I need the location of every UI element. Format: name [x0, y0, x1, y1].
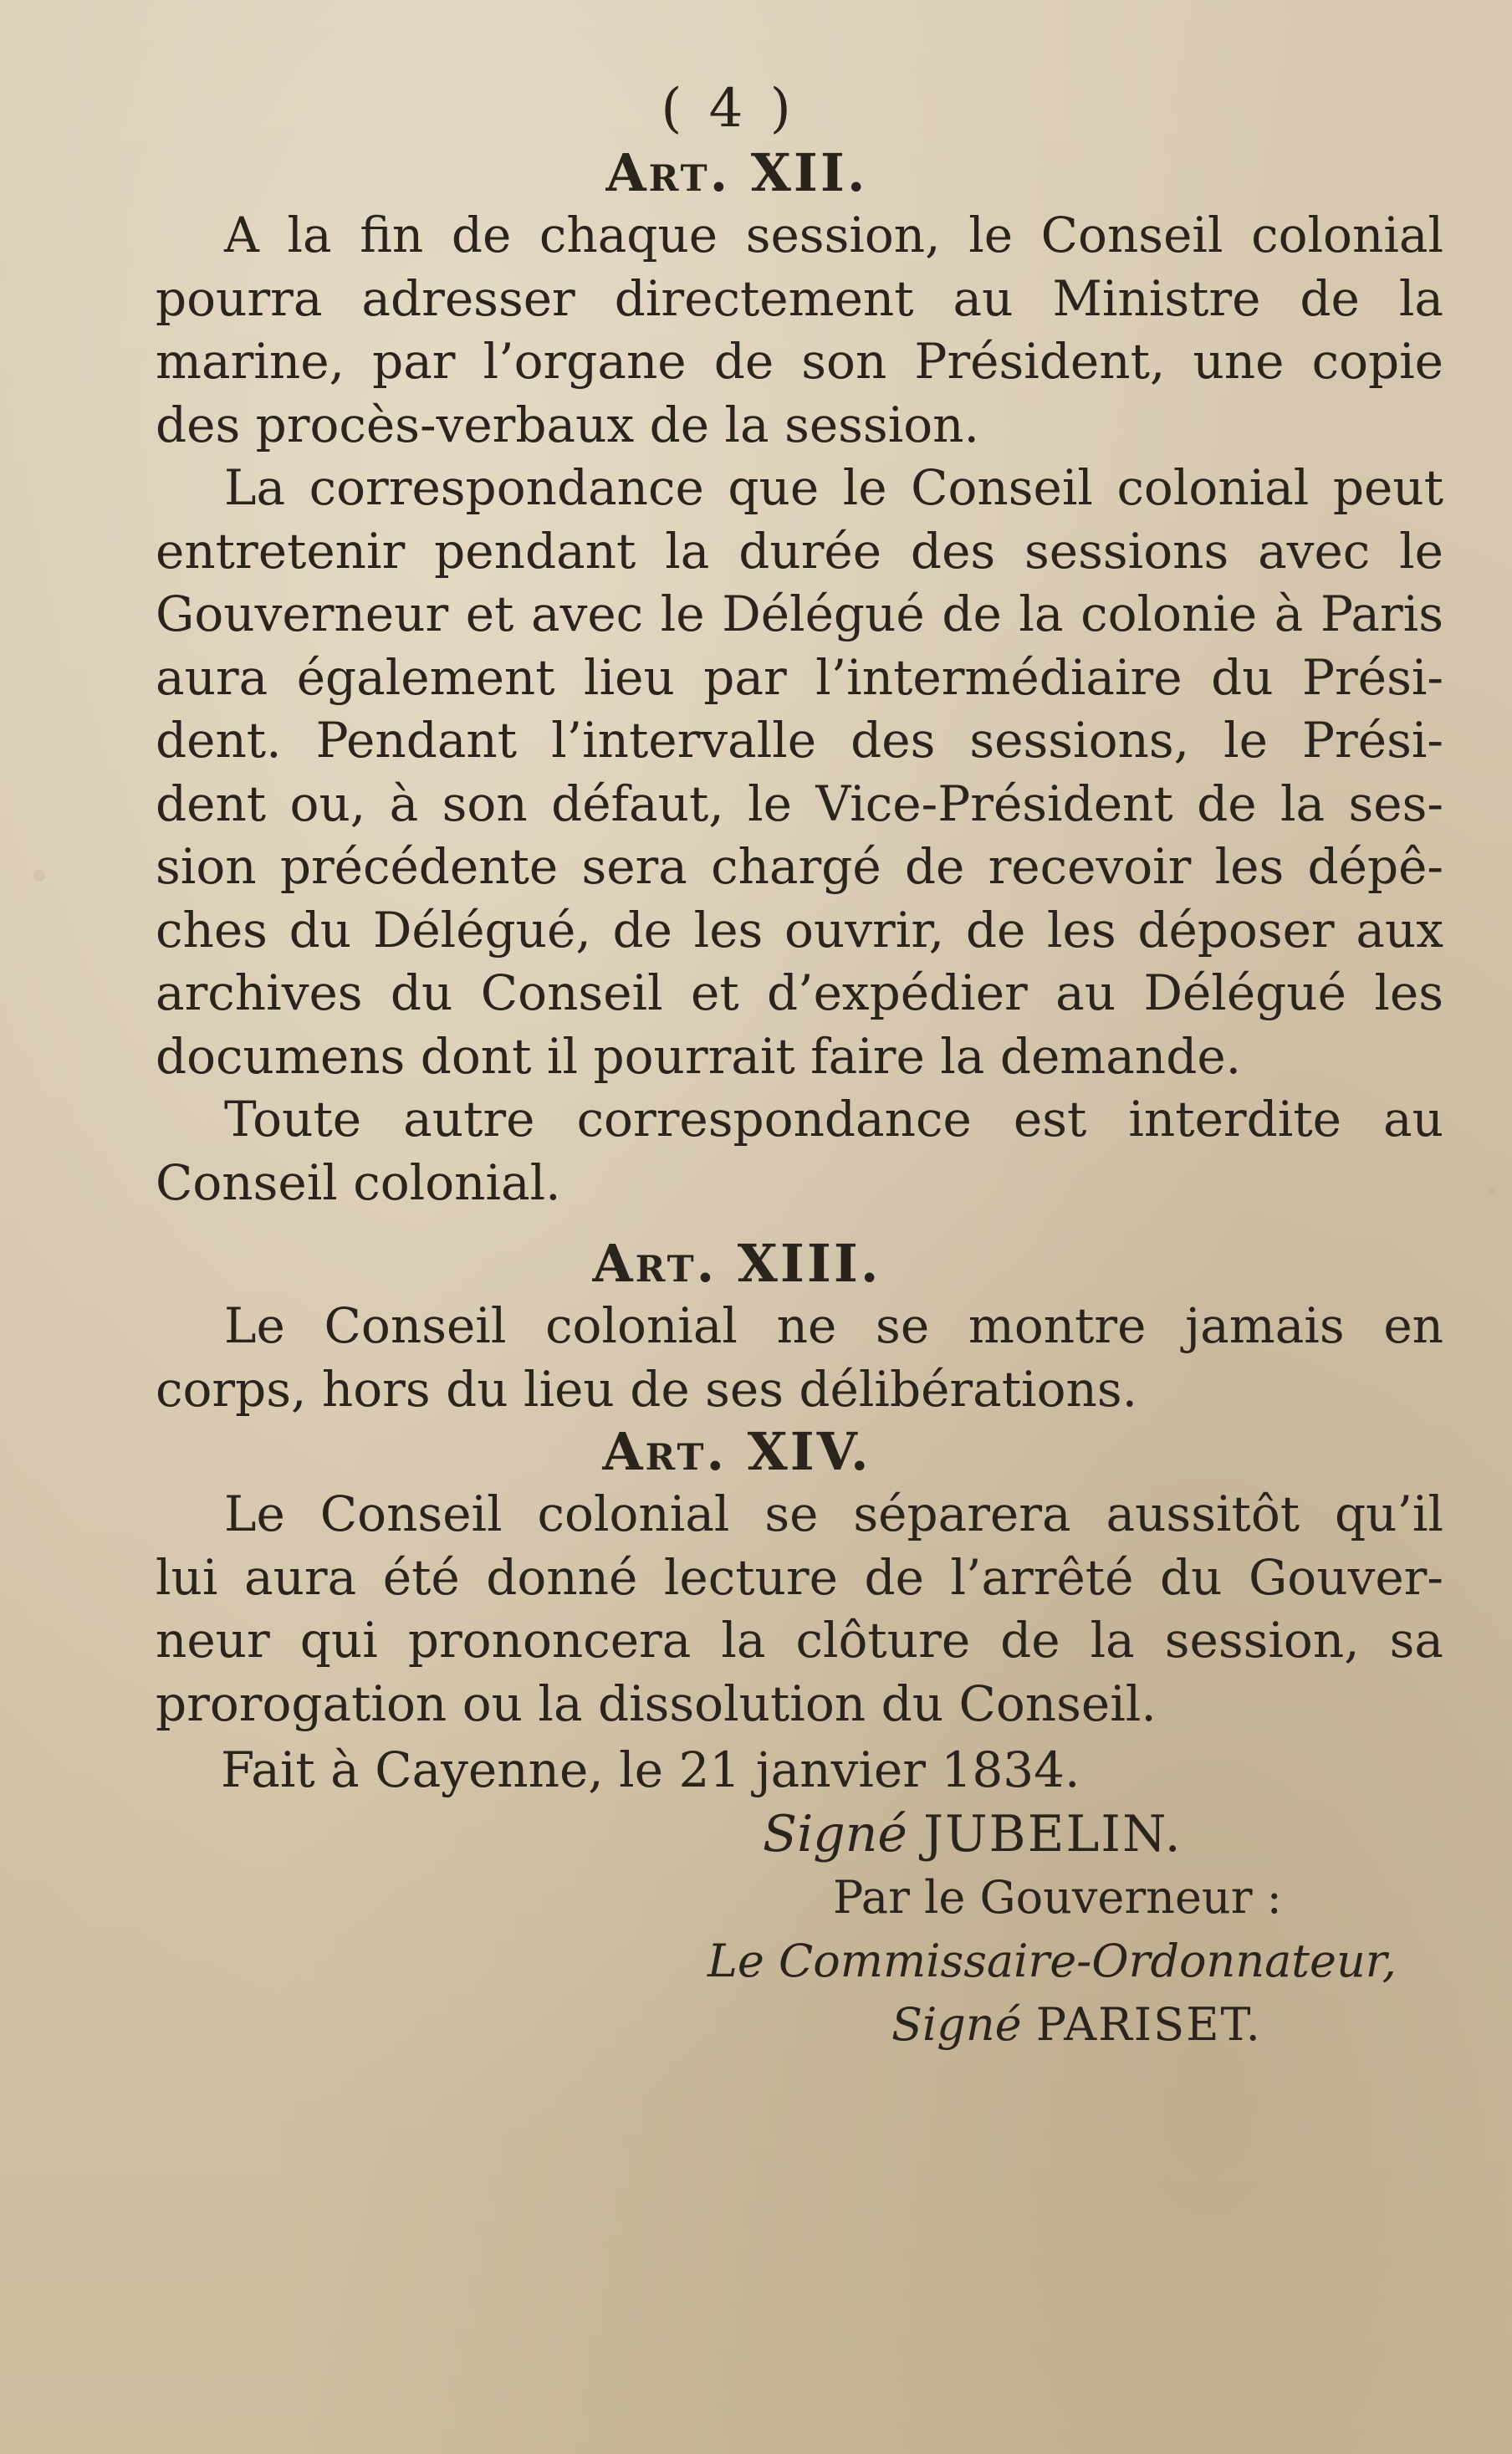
signe-label: Signé	[763, 1805, 907, 1864]
article-xii-paragraph-1	[156, 204, 1443, 457]
text-line: sion précédente sera chargé de recevoir les dépê-	[156, 838, 1443, 895]
article-xii-paragraph-2	[156, 457, 1443, 1088]
signature-pariset	[156, 1993, 1443, 2057]
text-line: La correspondance que le Conseil colonial peut	[224, 459, 1443, 516]
paper-speck	[33, 870, 45, 882]
text-line: Le Conseil colonial ne se montre jamais en	[224, 1297, 1443, 1354]
text-line: Conseil colonial.	[156, 1153, 561, 1211]
text-line: aura également lieu par l’intermédiaire du Prési-	[156, 648, 1443, 706]
text-line: Toute autre correspondance est interdite au	[224, 1091, 1443, 1148]
article-label: Art.	[605, 142, 731, 203]
article-number: XIV.	[747, 1421, 871, 1482]
text-line: archives du Conseil et d’expédier au Délégué les	[156, 964, 1443, 1021]
text-line: Gouverneur et avec le Délégué de la colonie à Paris	[156, 585, 1443, 642]
place-date-line: Fait à Cayenne, le 21 janvier 1834.	[221, 1741, 1080, 1798]
text-block	[156, 75, 1443, 2057]
text-line: A la fin de chaque session, le Conseil colonial	[224, 207, 1443, 263]
article-xiv-paragraph-1	[156, 1483, 1443, 1736]
par-le-gouverneur: Par le Gouverneur :	[833, 1871, 1282, 1924]
text-line: marine, par l’organe de son Président, une copie	[156, 333, 1443, 390]
signatory-name: JUBELIN.	[922, 1805, 1183, 1864]
text-line: dent. Pendant l’intervalle des sessions, le Prési-	[156, 712, 1443, 769]
article-number: XIII.	[737, 1233, 881, 1294]
text-line: entretenir pendant la durée des sessions avec le	[156, 522, 1443, 580]
text-line: pourra adresser directement au Ministre de la	[156, 269, 1443, 327]
article-xiii-heading	[30, 1233, 1443, 1295]
text-line: des procès-verbaux de la session.	[156, 396, 979, 453]
article-label: Art.	[592, 1233, 718, 1294]
article-xii-heading	[30, 142, 1443, 204]
paper-speck	[1489, 1188, 1495, 1194]
commissaire-ordonnateur: Le Commissaire-Ordonnateur,	[707, 1935, 1397, 1987]
text-line: prorogation ou la dissolution du Conseil.	[156, 1674, 1157, 1732]
article-xiv-heading	[30, 1421, 1443, 1483]
text-line: documens dont il pourrait faire la demande.	[156, 1027, 1242, 1085]
page-number: ( 4 )	[661, 78, 796, 140]
text-line: dent ou, à son défaut, le Vice-Président de la ses-	[156, 775, 1443, 832]
article-number: XII.	[750, 142, 868, 203]
text-line: corps, hors du lieu de ses délibérations.	[156, 1360, 1138, 1418]
text-line: lui aura été donné lecture de l’arrêté du Gouver-	[156, 1548, 1443, 1606]
signature-jubelin	[156, 1802, 1443, 1866]
article-xiii-paragraph-1	[156, 1295, 1443, 1421]
article-label: Art.	[602, 1421, 728, 1482]
text-line: ches du Délégué, de les ouvrir, de les déposer aux	[156, 901, 1443, 959]
signe-label: Signé	[891, 1998, 1022, 2051]
text-line: neur qui prononcera la clôture de la session, sa	[156, 1612, 1443, 1669]
article-xii-paragraph-3	[156, 1088, 1443, 1214]
text-line: Le Conseil colonial se séparera aussitôt qu’il	[224, 1485, 1443, 1542]
signatory-name: PARISET.	[1035, 1998, 1262, 2051]
